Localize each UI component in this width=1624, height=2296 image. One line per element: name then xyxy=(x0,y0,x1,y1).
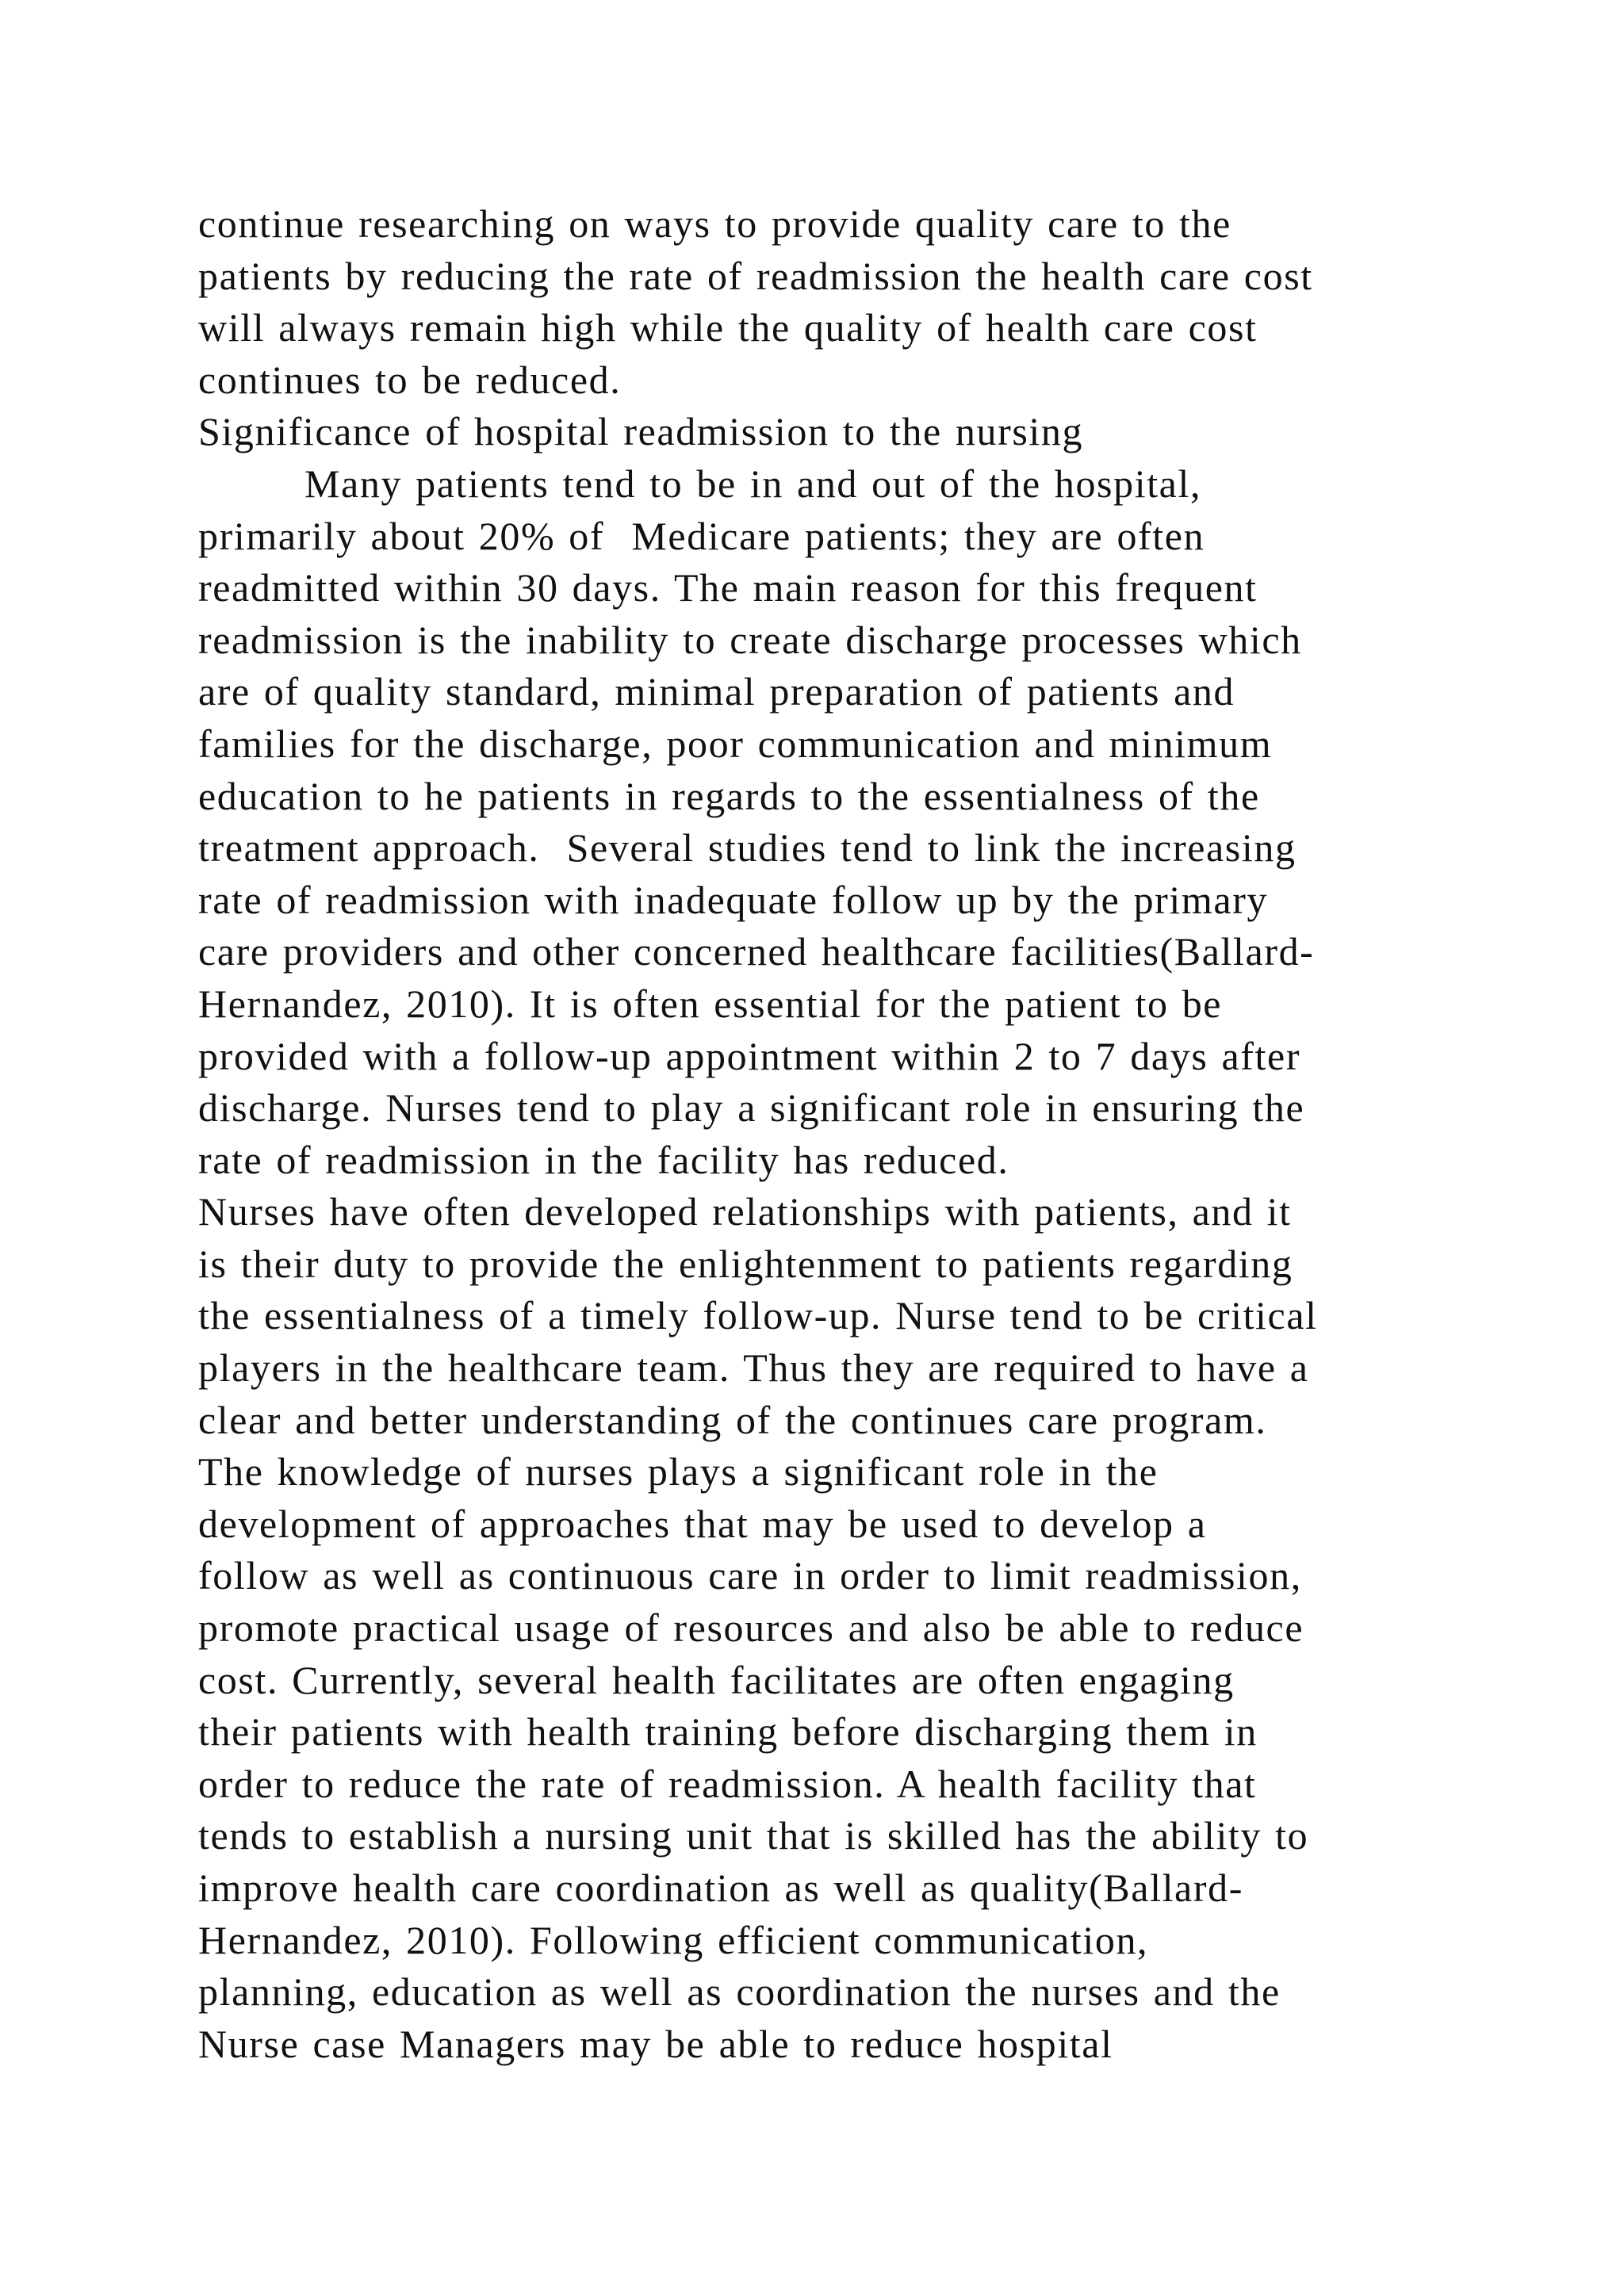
text-line: is their duty to provide the enlightenment to patients regarding xyxy=(198,1241,1293,1286)
text-line: care providers and other concerned healthcare facilities(Ballard- xyxy=(198,929,1315,974)
text-line: planning, education as well as coordination the nurses and the xyxy=(198,1969,1281,2015)
text-line: cost. Currently, several health facilitates are often engaging xyxy=(198,1657,1235,1702)
text-line: patients by reducing the rate of readmission the health care cost xyxy=(198,253,1313,298)
text-line: rate of readmission in the facility has reduced. xyxy=(198,1137,1009,1182)
nurses-paragraph xyxy=(198,1186,1435,2070)
text-line: readmission is the inability to create discharge processes which xyxy=(198,617,1302,662)
text-line: clear and better understanding of the continues care program. xyxy=(198,1397,1267,1442)
text-line: continue researching on ways to provide quality care to the xyxy=(198,201,1231,246)
text-line: tends to establish a nursing unit that is skilled has the ability to xyxy=(198,1813,1309,1858)
text-line: follow as well as continuous care in order to limit readmission, xyxy=(198,1553,1302,1598)
section-heading: Significance of hospital readmission to the nursing xyxy=(198,409,1084,454)
text-line: improve health care coordination as well as quality(Ballard- xyxy=(198,1866,1243,1910)
text-line: will always remain high while the quality of health care cost xyxy=(198,305,1258,350)
text-line: provided with a follow-up appointment within 2 to 7 days after xyxy=(198,1033,1301,1078)
text-line: Hernandez, 2010). Following efficient communication, xyxy=(198,1917,1149,1962)
text-line: discharge. Nurses tend to play a significant role in ensuring the xyxy=(198,1085,1305,1131)
text-line: the essentialness of a timely follow-up. Nurse tend to be critical xyxy=(198,1293,1318,1338)
document-body xyxy=(198,198,1435,2070)
intro-paragraph xyxy=(198,198,1435,406)
text-line: promote practical usage of resources and also be able to reduce xyxy=(198,1605,1304,1651)
text-line: Nurse case Managers may be able to reduce hospital xyxy=(198,2021,1113,2066)
text-line: families for the discharge, poor communication and minimum xyxy=(198,721,1273,766)
text-line: players in the healthcare team. Thus they are required to have a xyxy=(198,1345,1309,1391)
text-line: development of approaches that may be used to develop a xyxy=(198,1501,1207,1546)
text-line: primarily about 20% of Medicare patients; they are often xyxy=(198,513,1205,558)
text-line: their patients with health training before discharging them in xyxy=(198,1709,1258,1755)
text-line: Many patients tend to be in and out of the hospital, xyxy=(304,461,1202,506)
text-line: The knowledge of nurses plays a significant role in the xyxy=(198,1449,1159,1494)
text-line: continues to be reduced. xyxy=(198,357,622,402)
text-line: education to he patients in regards to the essentialness of the xyxy=(198,773,1260,818)
text-line: rate of readmission with inadequate follow up by the primary xyxy=(198,877,1269,922)
text-line: are of quality standard, minimal preparation of patients and xyxy=(198,669,1235,714)
significance-paragraph xyxy=(198,458,1435,1186)
text-line: readmitted within 30 days. The main reason for this frequent xyxy=(198,565,1258,610)
text-line: treatment approach. Several studies tend to link the increasing xyxy=(198,825,1297,871)
text-line: Hernandez, 2010). It is often essential for the patient to be xyxy=(198,981,1223,1026)
text-line: order to reduce the rate of readmission. A health facility that xyxy=(198,1761,1257,1806)
text-line: Nurses have often developed relationships with patients, and it xyxy=(198,1189,1292,1234)
